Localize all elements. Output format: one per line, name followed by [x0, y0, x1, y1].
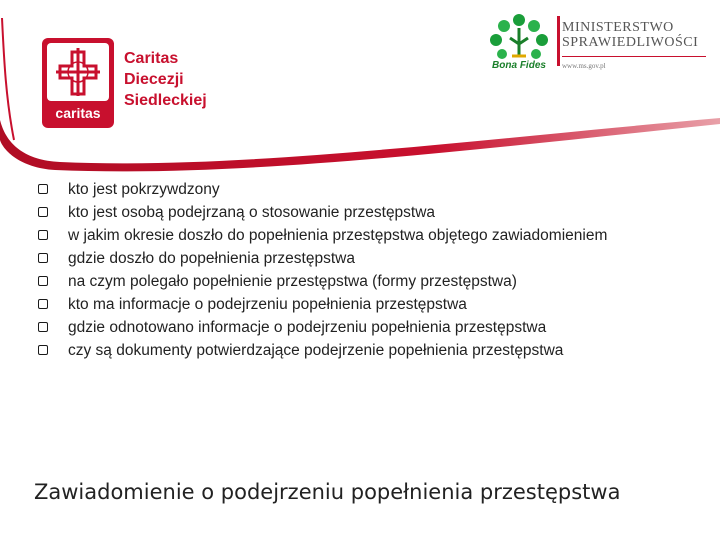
ministry-emblem [557, 16, 560, 66]
caritas-logo [42, 38, 114, 128]
caritas-name-line-1: Caritas [124, 50, 179, 67]
bona-fides-label: Bona Fides [492, 60, 546, 71]
checkbox-bullet-icon [38, 253, 48, 263]
list-item [38, 226, 678, 246]
ministry-name [562, 20, 698, 50]
list-item [38, 295, 678, 315]
ministry-underline [562, 56, 706, 57]
ministry-name-line-1: MINISTERSTWO [562, 20, 674, 35]
list-item-text: na czym polegało popełnienie przestępstwa (formy przestępstwa) [68, 273, 517, 290]
list-item-text: w jakim okresie doszło do popełnienia przestępstwa objętego zawiadomieniem [68, 227, 608, 244]
bullet-list [38, 180, 678, 364]
checkbox-bullet-icon [38, 299, 48, 309]
list-item-text: gdzie odnotowano informacje o podejrzeniu popełnienia przestępstwa [68, 319, 547, 336]
list-item-text: kto ma informacje o podejrzeniu popełnienia przestępstwa [68, 296, 467, 313]
slide-title: Zawiadomienie o podejrzeniu popełnienia przestępstwa [34, 480, 621, 504]
list-item [38, 249, 678, 269]
checkbox-bullet-icon [38, 230, 48, 240]
list-item [38, 203, 678, 223]
list-item-text: kto jest pokrzywdzony [68, 181, 220, 198]
list-item [38, 318, 678, 338]
checkbox-bullet-icon [38, 322, 48, 332]
checkbox-bullet-icon [38, 207, 48, 217]
list-item-text: gdzie doszło do popełnienia przestępstwa [68, 250, 355, 267]
ministry-url: www.ms.gov.pl [562, 62, 606, 70]
list-item [38, 272, 678, 292]
caritas-name-line-2: Diecezji [124, 71, 184, 88]
list-item [38, 341, 678, 361]
ministry-name-line-2: SPRAWIEDLIWOŚCI [562, 35, 699, 50]
list-item-text: kto jest osobą podejrzaną o stosowanie przestępstwa [68, 204, 436, 221]
caritas-logo-text: caritas [55, 105, 101, 121]
checkbox-bullet-icon [38, 345, 48, 355]
list-item-text: czy są dokumenty potwierdzające podejrzenie popełnienia przestępstwa [68, 342, 564, 359]
list-item [38, 180, 678, 200]
caritas-name-line-3: Siedleckiej [124, 92, 207, 109]
checkbox-bullet-icon [38, 276, 48, 286]
caritas-name [124, 48, 207, 111]
checkbox-bullet-icon [38, 184, 48, 194]
